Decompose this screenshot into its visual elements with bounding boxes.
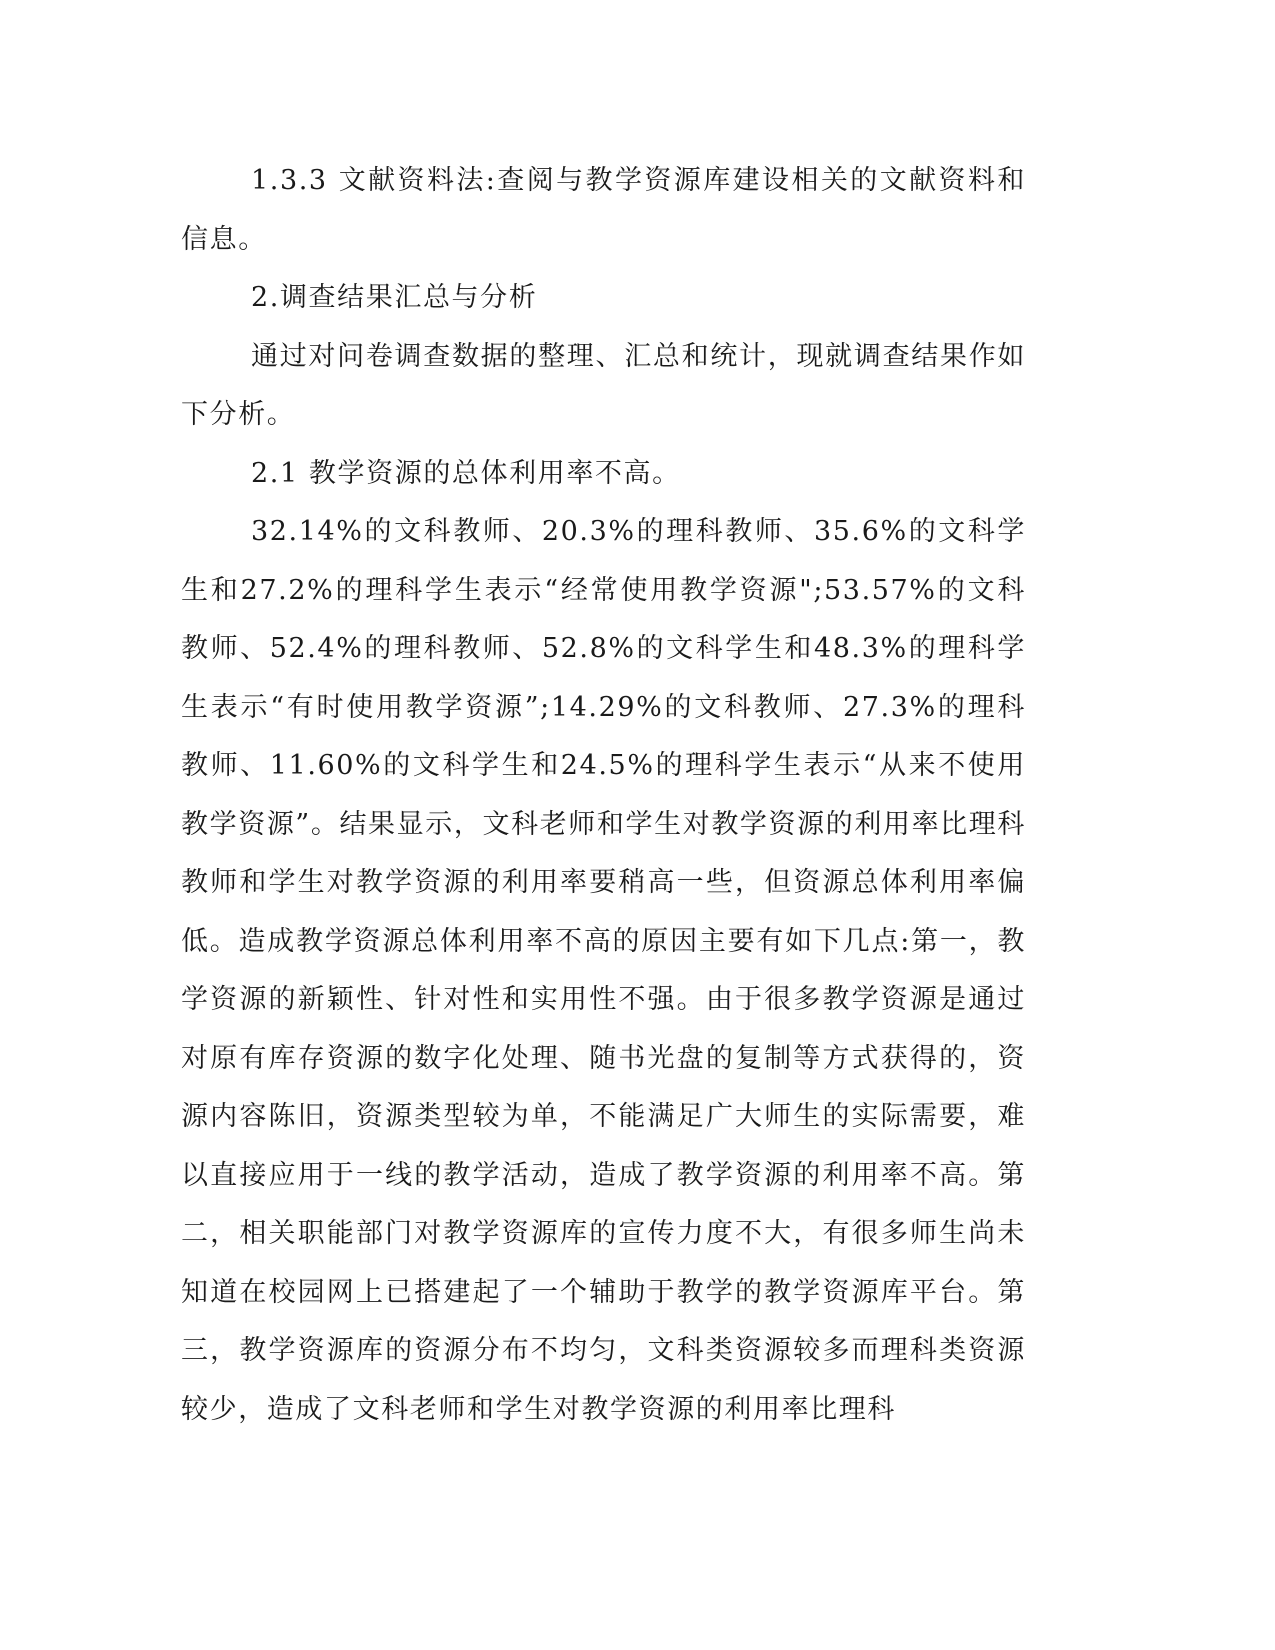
subsection-literature-method: 1.3.3 文献资料法:查阅与教学资源库建设相关的文献资料和信息。	[181, 165, 1026, 255]
paragraph-utilization-details: 32.14%的文科教师、20.3%的理科教师、35.6%的文科学生和27.2%的理科学生表示“经常使用教学资源";53.57%的文科教师、52.4%的理科教师、52.8%的文科学生和48.3%的理科学生表示“有时使用教学资源”;14.29%的文科教师、27.3%的理科教师、11.60%的文科学生和24.5%的理科学生表示“从来不使用教学资源”。结果显示，文科老师和学生对教学资源的利用率比理科教师和学生对教学资源的利用率要稍高一些，但资源总体利用率偏低。造成教学资源总体利用率不高的原因主要有如下几点:第一，教学资源的新颖性、针对性和实用性不强。由于很多教学资源是通过对原有库存资源的数字化处理、随书光盘的复制等方式获得的，资源内容陈旧，资源类型较为单，不能满足广大师生的实际需要，难以直接应用于一线的教学活动，造成了教学资源的利用率不高。第二，相关职能部门对教学资源库的宣传力度不大，有很多师生尚未知道在校园网上已搭建起了一个辅助于教学的教学资源库平台。第三，教学资源库的资源分布不均匀，文科类资源较多而理科类资源较少，造成了文科老师和学生对教学资源的利用率比理科	[181, 516, 1026, 1425]
subsection-utilization-rate: 2.1 教学资源的总体利用率不高。	[251, 457, 681, 489]
section-heading-survey-results: 2.调查结果汇总与分析	[251, 282, 538, 313]
paragraph-intro-analysis: 通过对问卷调查数据的整理、汇总和统计，现就调查结果作如下分析。	[181, 340, 1026, 430]
document-page	[181, 152, 1026, 1439]
